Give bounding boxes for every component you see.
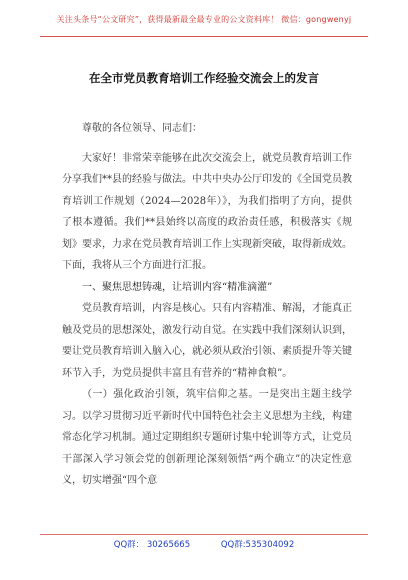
document-body <box>62 118 352 492</box>
document-title: 在全市党员教育培训工作经验交流会上的发言 <box>89 71 319 85</box>
header-divider <box>40 36 368 37</box>
header-banner: 关注头条号“公文研究”，获得最新最全最专业的公文资料库！ 微信：gongwenyj <box>56 15 352 24</box>
section-heading: 一、聚焦思想铸魂，让培训内容“精准滴灌” <box>82 281 273 293</box>
qq-group-1: QQ群： 30265665 <box>113 540 191 550</box>
paragraph-political-guidance: （一）强化政治引领，筑牢信仰之基。一是突出主题主线学习。以学习贯彻习近平新时代中国特色社会主义思想为主线，构建常态化学习机制。通过定期组织专题研讨集中轮训等方式，让党员干部深入学习领会党的创新理论深刻领悟“两个确立”的决定性意义，切实增强“四个意 <box>62 389 352 486</box>
footer-contacts <box>0 538 408 550</box>
paragraph-content-core: 党员教育培训，内容是核心。只有内容精准、解渴，才能真正触及党员的思想深处，激发行动自觉。在实践中我们深刻认识到，要让党员教育培训入脑入心，就必须从政治引领、素质提升等关键环节入手，为党员提供丰富且有营养的“精神食粮”。 <box>62 303 352 379</box>
greeting: 尊敬的各位领导、同志们： <box>82 123 202 134</box>
footer-divider <box>40 534 368 535</box>
qq-group-2: QQ群:535304092 <box>220 540 295 550</box>
paragraph-intro: 大家好！非常荣幸能够在此次交流会上，就党员教育培训工作分享我们**县的经验与做法。中共中央办公厅印发的《全国党员教育培训工作规划（2024—2028年）》，为我们指明了方向，提供了根本遵循。我们**县始终以高度的政治责任感，积极落实《规划》要求，力求在党员教育培训工作上实现新突破，取得新成效。下面，我将从三个方面进行汇报。 <box>62 152 352 271</box>
